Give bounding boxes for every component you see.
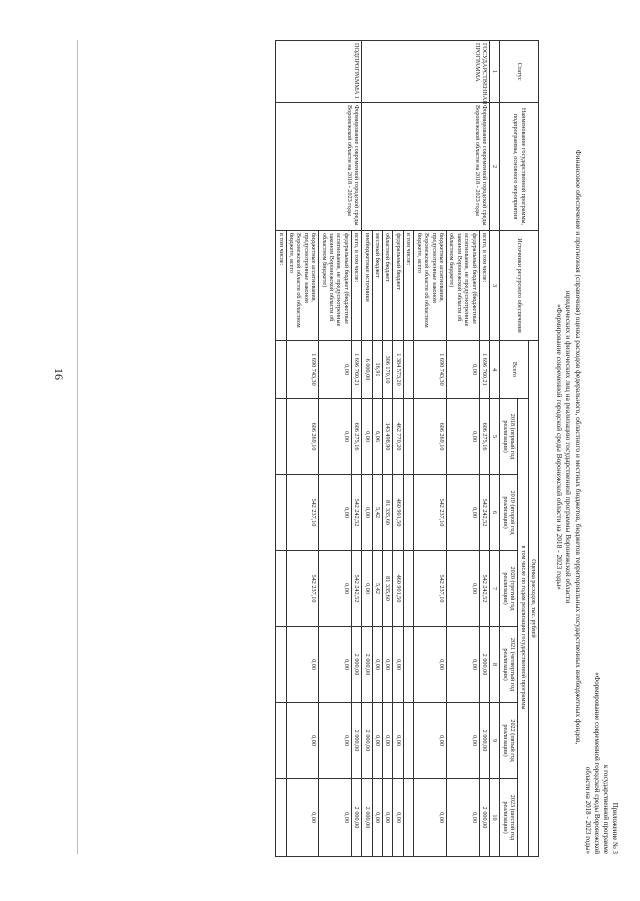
source-cell: всего, в том числе:: [351, 231, 361, 341]
year-value-cell: 0,00: [319, 627, 352, 703]
year-value-cell: 606 269,10: [286, 399, 319, 475]
year-value-cell: 460 901,50: [393, 475, 403, 551]
column-number: 9: [489, 703, 499, 779]
source-cell: в том числе:: [276, 231, 286, 341]
total-cell: 1 696 760,21: [479, 341, 489, 399]
year-value-cell: 0,00: [362, 399, 372, 475]
header-year: 2022 (пятый год реализации): [500, 703, 518, 779]
subprogram-name: Формирование современной городской среды Воронежской области на 2018 - 2023 годы: [276, 103, 362, 231]
year-value-cell: 0,00: [414, 703, 447, 779]
source-cell: всего, в том числе:: [479, 231, 489, 341]
year-value-cell: 2 000,00: [351, 779, 361, 857]
year-value-cell: 542 242,52: [351, 475, 361, 551]
year-value-cell: 2 000,00: [351, 627, 361, 703]
source-cell: федеральный бюджет: [393, 231, 403, 341]
year-value-cell: 2 000,00: [479, 627, 489, 703]
year-value-cell: [276, 703, 286, 779]
year-value-cell: [403, 779, 413, 857]
year-value-cell: 542 242,52: [479, 551, 489, 627]
total-cell: [276, 341, 286, 399]
year-value-cell: 542 237,10: [414, 551, 447, 627]
year-value-cell: 606 269,10: [414, 399, 447, 475]
year-value-cell: 0,00: [319, 551, 352, 627]
year-value-cell: 2 000,00: [362, 703, 372, 779]
source-cell: внебюджетные источники: [362, 231, 372, 341]
year-value-cell: 0,00: [414, 627, 447, 703]
year-value-cell: 143 498,90: [383, 399, 393, 475]
source-cell: бюджетные ассигнования, предусмотренные законом Воронежской области об областном бюджете, всего: [286, 231, 319, 341]
column-number: 10: [489, 779, 499, 857]
header-year: 2023 (шестой год реализации): [500, 779, 518, 857]
expenditure-table: [275, 40, 539, 857]
table-body: [276, 41, 490, 857]
year-value-cell: 542 237,10: [286, 475, 319, 551]
column-number-row: [489, 41, 499, 857]
header-status: Статус: [500, 41, 539, 103]
total-cell: 1 696 760,21: [351, 341, 361, 399]
year-value-cell: [403, 399, 413, 475]
year-value-cell: [276, 551, 286, 627]
column-number: 8: [489, 627, 499, 703]
year-value-cell: 0,00: [372, 703, 382, 779]
year-value-cell: 0,00: [393, 627, 403, 703]
year-value-cell: 0,00: [446, 703, 479, 779]
year-value-cell: 81 335,60: [383, 475, 393, 551]
source-cell: бюджетные ассигнования, предусмотренные законом Воронежской области об областном бюджете, всего: [414, 231, 447, 341]
year-value-cell: 81 335,60: [383, 551, 393, 627]
source-cell: федеральный бюджет (бюджетные ассигнования, не предусмотренные законом Воронежской области об областном бюджете): [446, 231, 479, 341]
total-cell: 1 690 743,30: [414, 341, 447, 399]
year-value-cell: 2 000,00: [362, 779, 372, 857]
year-value-cell: 2 000,00: [479, 703, 489, 779]
year-value-cell: 0,00: [414, 779, 447, 857]
header-total: Всего: [500, 341, 528, 399]
program-name: Формирование современной городской среды Воронежской области на 2018 - 2023 годы: [362, 103, 490, 231]
year-value-cell: 6,06: [372, 399, 382, 475]
year-value-cell: 0,00: [286, 779, 319, 857]
year-value-cell: 2 000,00: [351, 703, 361, 779]
appendix-line: Приложение № 3: [611, 802, 619, 854]
year-value-cell: 606 275,16: [351, 399, 361, 475]
total-cell: 0,00: [446, 341, 479, 399]
column-number: 2: [489, 103, 499, 231]
year-value-cell: 0,00: [319, 399, 352, 475]
total-cell: 6 000,00: [362, 341, 372, 399]
year-value-cell: 460 901,50: [393, 551, 403, 627]
header-name: Наименование государственной программы, подпрограммы, основного мероприятия: [500, 103, 539, 231]
source-cell: федеральный бюджет (бюджетные ассигнования, не предусмотренные законом Воронежской области об областном бюджете): [319, 231, 352, 341]
year-value-cell: 5,42: [372, 551, 382, 627]
year-value-cell: 0,00: [319, 703, 352, 779]
year-value-cell: 606 275,16: [479, 399, 489, 475]
heading-line: Финансовое обеспечение и прогнозная (справочная) оценка расходов федерального, областного и местных бюджетов, бюджетов территориальных государственных внебюджетных фондов,: [574, 149, 583, 745]
year-value-cell: [403, 475, 413, 551]
column-number: 3: [489, 231, 499, 341]
appendix-line: области на 2018 - 2023 годы»: [584, 766, 592, 854]
column-number: 7: [489, 551, 499, 627]
document-heading: [554, 52, 583, 842]
year-value-cell: [403, 551, 413, 627]
header-by-years: в том числе по годам реализации государственной программы: [518, 399, 528, 857]
program-status: ГОСУДАРСТВЕННАЯ ПРОГРАММА: [362, 41, 490, 103]
year-value-cell: 2 000,00: [362, 627, 372, 703]
year-value-cell: [276, 779, 286, 857]
year-value-cell: 0,00: [393, 779, 403, 857]
program-row: [479, 41, 489, 857]
year-value-cell: 0,00: [446, 627, 479, 703]
header-year: 2019 (второй год реализации): [500, 475, 518, 551]
year-value-cell: 542 242,52: [351, 551, 361, 627]
year-value-cell: 0,00: [372, 779, 382, 857]
header-year: 2021 (четвертый год реализации): [500, 627, 518, 703]
year-value-cell: 0,00: [286, 627, 319, 703]
column-number: 5: [489, 399, 499, 475]
page-bottom-rule: [77, 40, 78, 854]
year-value-cell: 0,00: [286, 703, 319, 779]
total-cell: [403, 341, 413, 399]
column-number: 1: [489, 41, 499, 103]
appendix-line: «Формирование современной городской среды Воронежской: [593, 672, 601, 854]
year-value-cell: 542 237,10: [414, 475, 447, 551]
total-cell: 306 170,10: [383, 341, 393, 399]
year-value-cell: 462 770,20: [393, 399, 403, 475]
year-value-cell: 0,00: [319, 779, 352, 857]
header-year: 2018 (первый год реализации): [500, 399, 518, 475]
heading-line: юридических и физических лиц на реализацию государственной программы Воронежской области: [564, 290, 574, 604]
year-value-cell: 0,00: [393, 703, 403, 779]
year-value-cell: 0,00: [372, 627, 382, 703]
year-value-cell: [276, 627, 286, 703]
year-value-cell: 0,00: [446, 475, 479, 551]
year-value-cell: 0,00: [383, 627, 393, 703]
header-year: 2020 (третий год реализации): [500, 551, 518, 627]
year-value-cell: 0,00: [446, 551, 479, 627]
year-value-cell: 0,00: [383, 703, 393, 779]
year-value-cell: [276, 475, 286, 551]
year-value-cell: 0,00: [362, 475, 372, 551]
rotated-document-sheet: [65, 32, 625, 862]
year-value-cell: [276, 399, 286, 475]
column-number: 4: [489, 341, 499, 399]
appendix-line: к государственной программе: [602, 765, 610, 854]
header-source: Источники ресурсного обеспечения: [500, 231, 539, 341]
source-cell: областной бюджет: [383, 231, 393, 341]
year-value-cell: [403, 703, 413, 779]
year-value-cell: 0,00: [383, 779, 393, 857]
year-value-cell: 2 000,00: [479, 779, 489, 857]
subprogram-status: ПОДПРОГРАММА 1: [276, 41, 362, 103]
total-cell: 1 690 743,30: [286, 341, 319, 399]
year-value-cell: 5,42: [372, 475, 382, 551]
subprogram-row: [351, 41, 361, 857]
heading-line: «Формирование современной городской среды Воронежской области на 2018 - 2023 годы»: [554, 304, 564, 590]
year-value-cell: 0,00: [446, 399, 479, 475]
source-cell: местный бюджет: [372, 231, 382, 341]
column-number: 6: [489, 475, 499, 551]
header-estimate: Оценка расходов, тыс. рублей: [528, 341, 538, 857]
total-cell: 16,91: [372, 341, 382, 399]
year-value-cell: 0,00: [362, 551, 372, 627]
total-cell: 0,00: [319, 341, 352, 399]
year-value-cell: 542 242,52: [479, 475, 489, 551]
appendix-note: [583, 672, 619, 854]
total-cell: 1 384 573,20: [393, 341, 403, 399]
year-value-cell: 0,00: [319, 475, 352, 551]
year-value-cell: [403, 627, 413, 703]
year-value-cell: 542 237,10: [286, 551, 319, 627]
page-number: 16: [52, 368, 66, 380]
year-value-cell: 0,00: [446, 779, 479, 857]
source-cell: в том числе:: [403, 231, 413, 341]
